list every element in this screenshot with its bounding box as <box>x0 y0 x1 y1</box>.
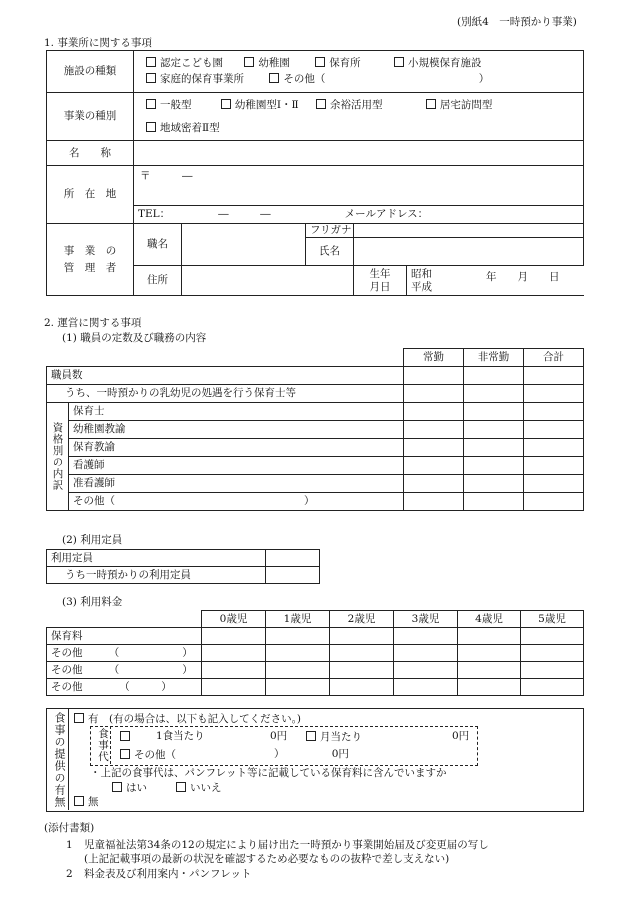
fee-header: 2歳児 <box>330 611 394 628</box>
fee-cell[interactable] <box>330 628 394 645</box>
per-meal-option[interactable] <box>120 731 134 743</box>
per-meal-amount[interactable]: 0円 <box>270 730 288 742</box>
fee-cell[interactable] <box>458 662 521 679</box>
breakdown-row: その他（ ） <box>69 493 404 511</box>
form-annex-label: (別紙4 一時預かり事業) <box>457 16 577 28</box>
business-type-label: 事業の種別 <box>47 93 134 141</box>
attachments-title: (添付書類) <box>44 822 95 834</box>
fee-row-label: 保育料 <box>47 628 202 645</box>
checkbox-icon[interactable] <box>146 57 156 67</box>
staff-cell[interactable] <box>404 439 464 457</box>
fee-cell[interactable] <box>394 662 458 679</box>
attachment-1: 児童福祉法第34条の12の規定により届け出た一時預かり事業開始届及び変更届の写し <box>84 839 489 851</box>
header-total: 合計 <box>524 349 584 367</box>
header-parttime: 非常勤 <box>464 349 524 367</box>
fee-cell[interactable] <box>521 679 584 696</box>
staff-cell[interactable] <box>524 493 584 511</box>
person-name-label: 氏名 <box>306 238 354 266</box>
section1-title: 1. 事業所に関する事項 <box>44 37 152 49</box>
staff-table <box>46 348 584 511</box>
person-name-field[interactable] <box>354 238 584 266</box>
fee-cell[interactable] <box>266 662 330 679</box>
staff-cell[interactable] <box>524 457 584 475</box>
per-meal-label: 1食当たり <box>156 730 205 742</box>
meal-q-yes[interactable]: はい <box>112 782 147 794</box>
other-fee-amount[interactable]: ） 0円 <box>274 748 349 760</box>
capacity-cell[interactable] <box>266 550 320 567</box>
meal-fee-label: 食事代 <box>97 728 109 763</box>
facility-opt-other: その他（ <box>283 72 326 85</box>
era-options[interactable]: 昭和 平成 <box>407 266 584 296</box>
facility-info-table <box>46 50 584 296</box>
business-opt-community: 地域密着Ⅱ型 <box>160 121 220 134</box>
birth-date-field[interactable]: 年 月 日 <box>486 271 560 283</box>
checkbox-icon[interactable] <box>244 57 254 67</box>
fee-cell[interactable] <box>202 662 266 679</box>
checkbox-icon[interactable] <box>269 73 279 83</box>
fee-cell[interactable] <box>394 679 458 696</box>
per-month-label: 月当たり <box>320 731 362 743</box>
meals-label: 食事の提供の有無 <box>53 712 66 808</box>
checkbox-icon[interactable] <box>315 57 325 67</box>
fee-cell[interactable] <box>202 679 266 696</box>
residence-field[interactable] <box>182 266 354 296</box>
postal-field[interactable]: 〒 ― <box>134 166 584 206</box>
checkbox-icon[interactable] <box>120 749 130 759</box>
meals-yes-option[interactable]: 有 (有の場合は、以下も記入してください。) <box>74 713 301 725</box>
capacity-cell[interactable] <box>266 567 320 584</box>
fee-cell[interactable] <box>521 628 584 645</box>
furigana-field[interactable] <box>354 224 584 238</box>
staff-cell[interactable] <box>404 475 464 493</box>
staff-sub-label: うち、一時預かりの乳幼児の処遇を行う保育士等 <box>47 385 404 403</box>
fee-header: 4歳児 <box>458 611 521 628</box>
header-fulltime: 常勤 <box>404 349 464 367</box>
fee-cell[interactable] <box>266 679 330 696</box>
staff-cell[interactable] <box>464 367 524 385</box>
fee-cell[interactable] <box>266 645 330 662</box>
name-field[interactable] <box>134 141 584 166</box>
staff-cell[interactable] <box>404 403 464 421</box>
checkbox-icon[interactable] <box>112 782 122 792</box>
birth-label: 生年 月日 <box>354 266 407 296</box>
capacity-subtitle: (2) 利用定員 <box>62 534 123 546</box>
meals-no-option[interactable]: 無 <box>74 796 99 808</box>
staff-cell[interactable] <box>404 385 464 403</box>
facility-type-label: 施設の種類 <box>47 51 134 93</box>
tel-label: TEL： <box>138 208 171 221</box>
fee-cell[interactable] <box>202 645 266 662</box>
checkbox-icon[interactable] <box>306 731 316 741</box>
fee-table <box>46 610 584 696</box>
staff-cell[interactable] <box>464 421 524 439</box>
fee-row-label: その他 （ ） <box>47 645 202 662</box>
fee-cell[interactable] <box>266 628 330 645</box>
staff-cell[interactable] <box>524 385 584 403</box>
fee-cell[interactable] <box>330 662 394 679</box>
staff-cell[interactable] <box>464 493 524 511</box>
staff-cell[interactable] <box>404 457 464 475</box>
other-fee-option[interactable] <box>120 749 176 761</box>
business-opt-home-visit: 居宅訪問型 <box>439 99 493 112</box>
breakdown-row: 幼稚園教諭 <box>69 421 404 439</box>
residence-label: 住所 <box>134 266 182 296</box>
name-label: 名 称 <box>47 141 134 166</box>
attachment-2: 料金表及び利用案内・パンフレット <box>84 868 252 880</box>
facility-opt-kindergarten: 幼稚園 <box>258 57 290 70</box>
attachment-2-num: 2 <box>66 868 73 880</box>
business-type-options[interactable] <box>134 93 584 141</box>
staff-cell[interactable] <box>464 457 524 475</box>
checkbox-icon[interactable] <box>74 796 84 806</box>
staff-cell[interactable] <box>524 439 584 457</box>
checkbox-icon[interactable] <box>146 122 156 132</box>
per-month-option[interactable] <box>306 731 362 743</box>
staff-cell[interactable] <box>464 403 524 421</box>
attachment-1-num: 1 <box>66 839 73 851</box>
staff-total-label: 職員数 <box>47 367 404 385</box>
position-label: 職名 <box>134 224 182 266</box>
checkbox-icon[interactable] <box>176 782 186 792</box>
fee-cell[interactable] <box>330 645 394 662</box>
fee-cell[interactable] <box>394 628 458 645</box>
staff-cell[interactable] <box>524 475 584 493</box>
attachment-1-note: (上記記載事項の最新の状況を確認するため必要なものの抜粋で差し支えない) <box>84 853 450 865</box>
facility-opt-kodomoen: 認定こども園 <box>160 57 223 70</box>
meal-q-no[interactable]: いいえ <box>176 782 222 794</box>
furigana-label: フリガナ <box>306 224 354 238</box>
checkbox-icon[interactable] <box>120 731 130 741</box>
manager-label: 事 業 の 管 理 者 <box>47 224 134 296</box>
business-opt-surplus: 余裕活用型 <box>329 99 383 112</box>
fee-cell[interactable] <box>521 645 584 662</box>
fee-header: 5歳児 <box>521 611 584 628</box>
checkbox-icon[interactable] <box>74 713 84 723</box>
checkbox-icon[interactable] <box>146 73 156 83</box>
fee-cell[interactable] <box>521 662 584 679</box>
fee-cell[interactable] <box>458 628 521 645</box>
fee-header: 1歳児 <box>266 611 330 628</box>
other-fee-label: その他（ <box>134 749 176 761</box>
staff-cell[interactable] <box>464 385 524 403</box>
breakdown-row: 保育教諭 <box>69 439 404 457</box>
meal-question: ・上記の食事代は、パンフレット等に記載している保育料に含んでいますか <box>90 767 447 779</box>
checkbox-icon[interactable] <box>316 99 326 109</box>
address-label: 所 在 地 <box>47 166 134 224</box>
fee-cell[interactable] <box>330 679 394 696</box>
capacity-label: 利用定員 <box>47 550 266 567</box>
staff-cell[interactable] <box>404 421 464 439</box>
breakdown-row: 准看護師 <box>69 475 404 493</box>
fee-cell[interactable] <box>458 645 521 662</box>
checkbox-icon[interactable] <box>394 57 404 67</box>
fee-cell[interactable] <box>394 645 458 662</box>
business-opt-kinder: 幼稚園型Ⅰ・Ⅱ <box>234 99 299 112</box>
checkbox-icon[interactable] <box>146 99 156 109</box>
checkbox-icon[interactable] <box>426 99 436 109</box>
per-month-amount[interactable]: 0円 <box>452 730 470 742</box>
facility-opt-small: 小規模保育施設 <box>408 57 482 70</box>
checkbox-icon[interactable] <box>221 99 231 109</box>
facility-type-options[interactable]: 認定こども園 幼稚園 保育所 小規模保育施設 家庭的保育事業所 その他（ ） <box>134 51 584 93</box>
staff-cell[interactable] <box>464 439 524 457</box>
business-opt-general: 一般型 <box>160 99 192 112</box>
fee-row-label: その他 （ ） <box>47 662 202 679</box>
staff-cell[interactable] <box>524 403 584 421</box>
contact-row[interactable]: TEL： ― ― メールアドレス： <box>134 206 584 224</box>
position-field[interactable] <box>182 224 306 266</box>
capacity-sub-label: うち一時預かりの利用定員 <box>47 567 266 584</box>
breakdown-row: 保育士 <box>69 403 404 421</box>
fee-row-label: その他 （ ） <box>47 679 202 696</box>
section2-title: 2. 運営に関する事項 <box>44 317 142 329</box>
fee-subtitle: (3) 利用料金 <box>62 596 123 608</box>
fee-header: 0歳児 <box>202 611 266 628</box>
fee-header: 3歳児 <box>394 611 458 628</box>
staff-cell[interactable] <box>404 367 464 385</box>
staff-subtitle: (1) 職員の定数及び職務の内容 <box>62 332 207 344</box>
email-label: メールアドレス： <box>344 208 429 221</box>
fee-cell[interactable] <box>202 628 266 645</box>
fee-cell[interactable] <box>458 679 521 696</box>
facility-opt-home: 家庭的保育事業所 <box>160 72 244 85</box>
breakdown-row: 看護師 <box>69 457 404 475</box>
staff-cell[interactable] <box>524 421 584 439</box>
staff-cell[interactable] <box>524 367 584 385</box>
facility-opt-nursery: 保育所 <box>329 57 361 70</box>
staff-cell[interactable] <box>464 475 524 493</box>
capacity-table <box>46 549 320 584</box>
staff-cell[interactable] <box>404 493 464 511</box>
breakdown-label: 資格別の内訳 <box>47 403 69 511</box>
